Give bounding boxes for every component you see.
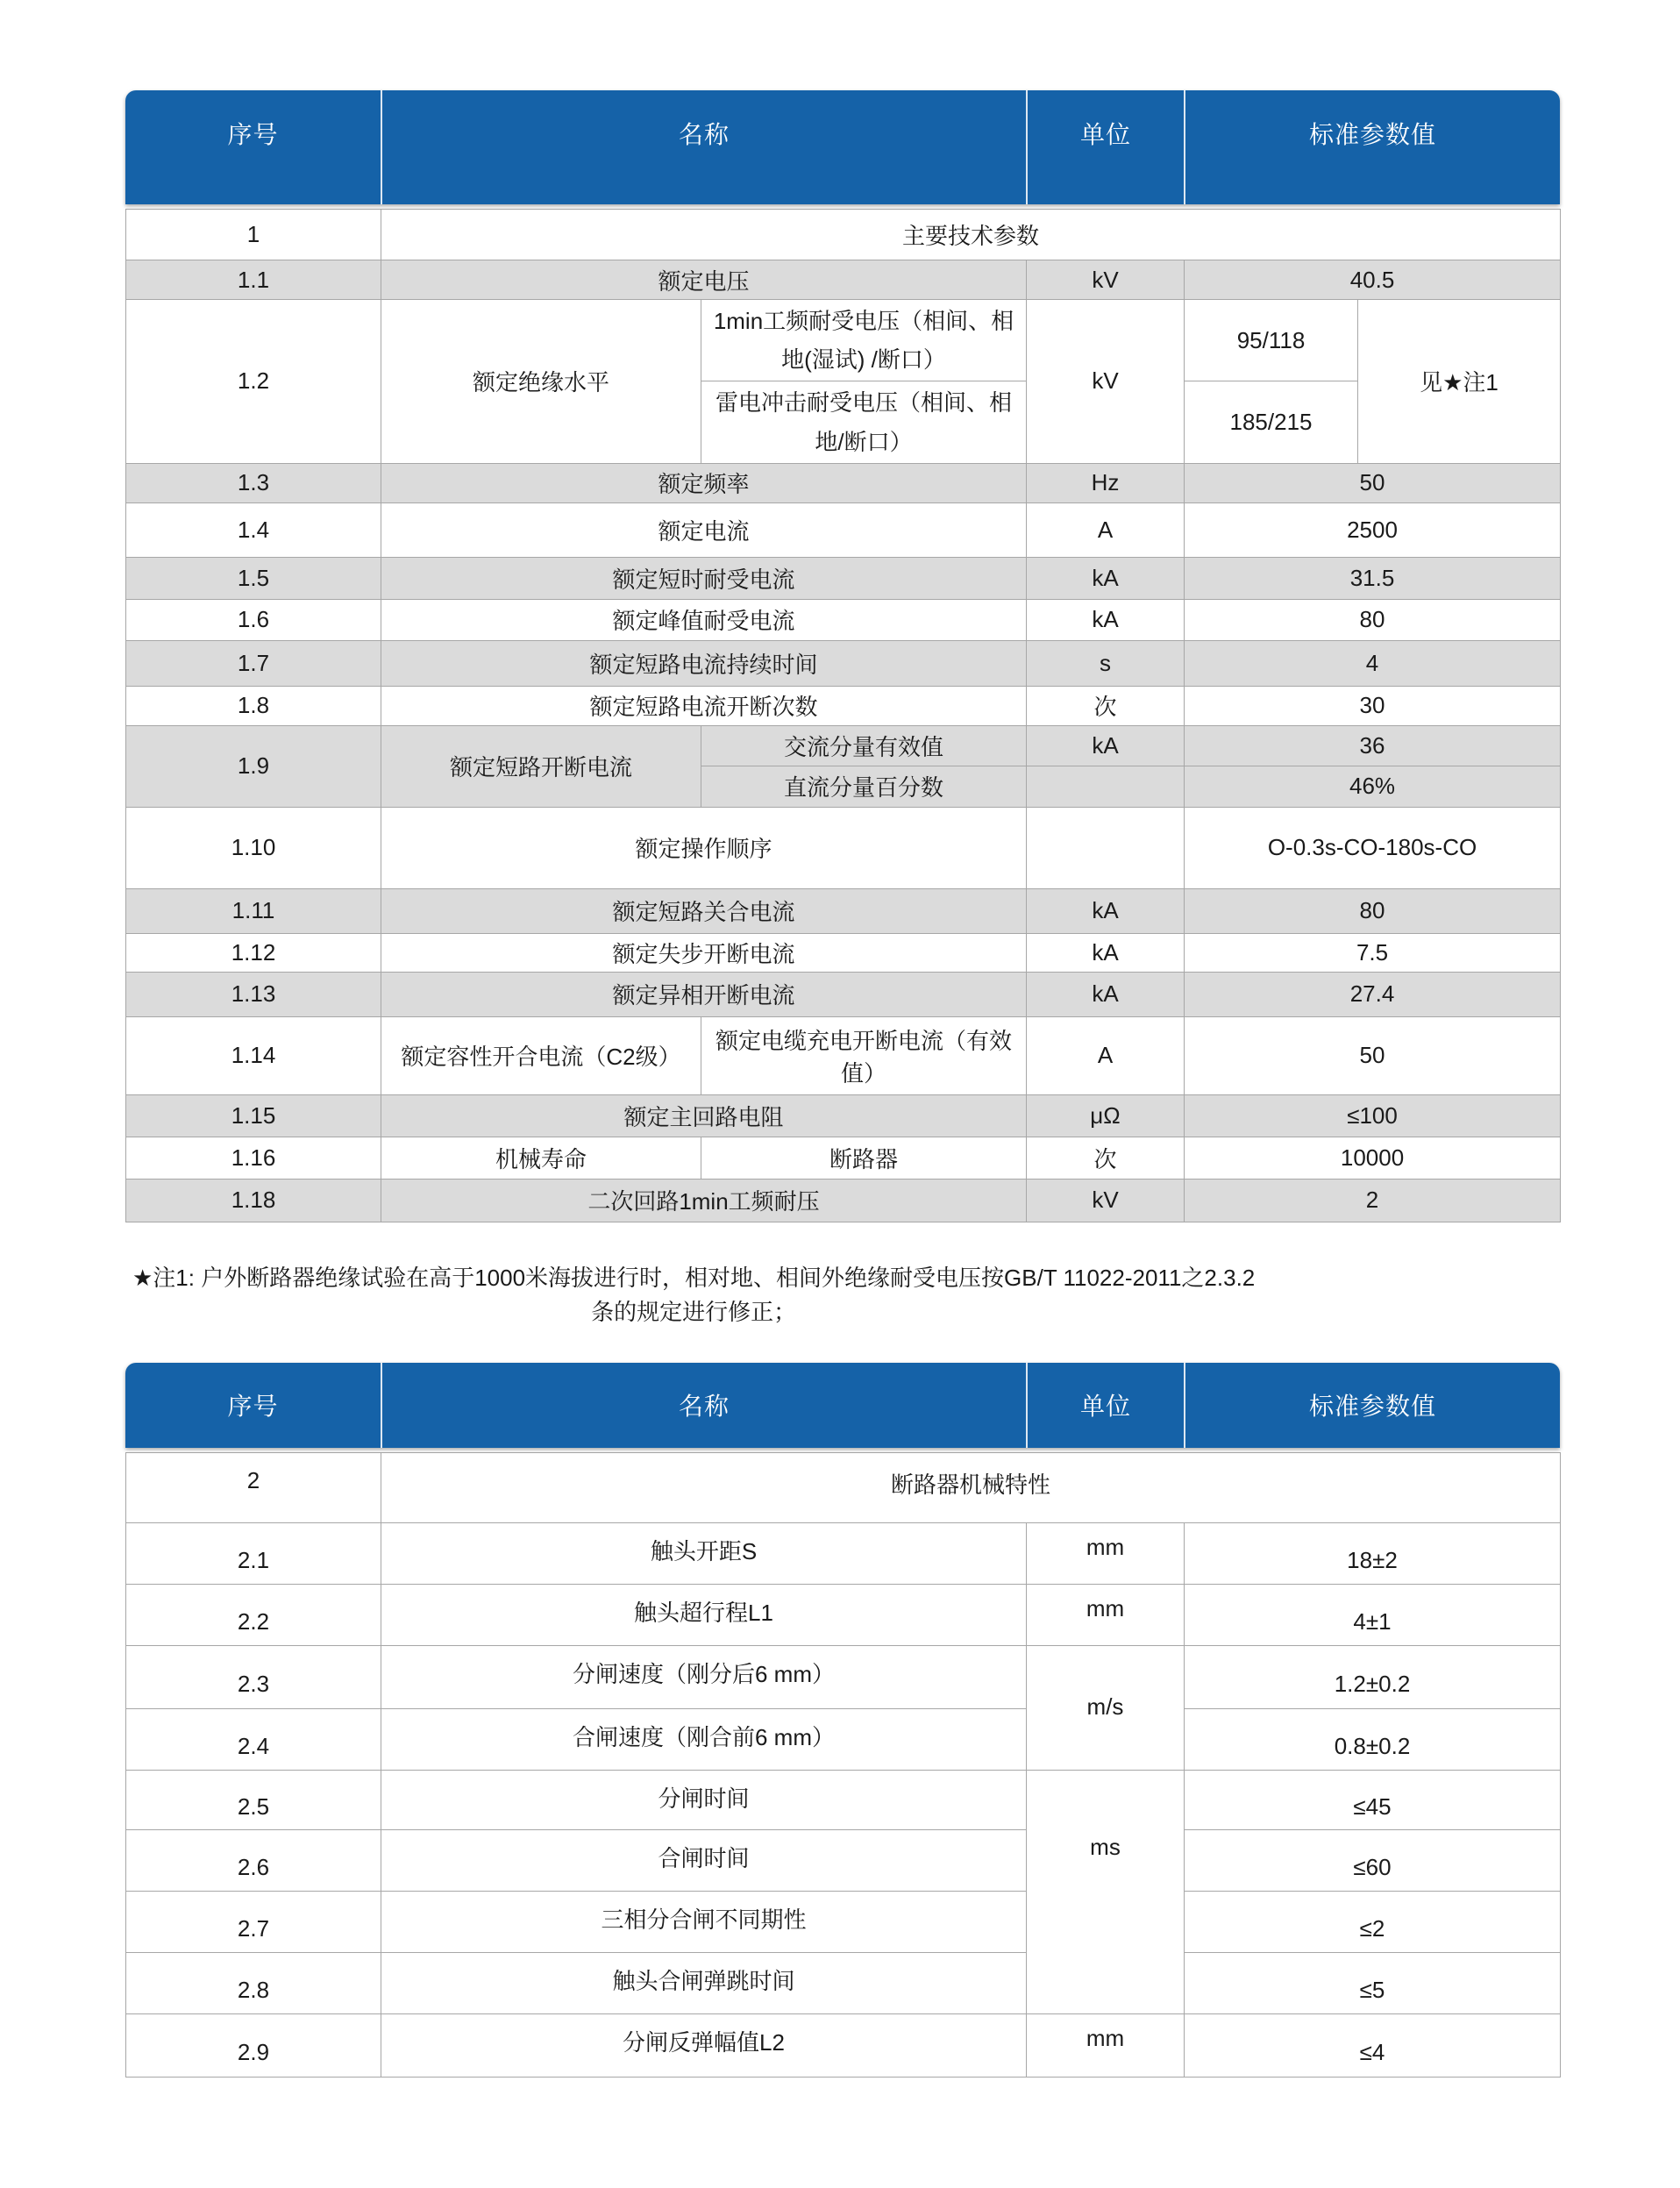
table-row — [126, 1094, 1561, 1137]
value-cell: 50 — [1185, 463, 1561, 502]
value-cell: ≤2 — [1185, 1891, 1561, 1952]
table2-section — [125, 1363, 1560, 2078]
footnote-line1: ★注1: 户外断路器绝缘试验在高于1000米海拔进行时，相对地、相间外绝缘耐受电压按GB/T 11022-2011之2.3.2 — [132, 1264, 1256, 1291]
table-row — [126, 1770, 1561, 1829]
unit-cell: kA — [1027, 972, 1185, 1016]
name-cell: 分闸时间 — [381, 1770, 1027, 1829]
name-cell-right: 断路器 — [701, 1137, 1027, 1179]
sub-name-cell: 交流分量有效值 — [701, 725, 1027, 766]
unit-cell: kA — [1027, 725, 1185, 766]
unit-cell-empty — [1027, 766, 1185, 807]
table2-header-unit: 单位 — [1026, 1363, 1184, 1448]
value-cell: 4±1 — [1185, 1584, 1561, 1645]
serial-cell: 1.14 — [126, 1016, 381, 1094]
table-row — [126, 933, 1561, 972]
name-cell: 额定短路电流开断次数 — [381, 686, 1027, 725]
name-cell: 额定失步开断电流 — [381, 933, 1027, 972]
sub-name-cell: 1min工频耐受电压（相间、相地(湿试) /断口） — [701, 300, 1027, 381]
footnote-line2: 条的规定进行修正； — [591, 1298, 797, 1325]
table1-section — [125, 90, 1560, 1222]
serial-cell: 2.9 — [126, 2013, 381, 2077]
serial-cell: 2.5 — [126, 1770, 381, 1829]
unit-cell: mm — [1027, 1584, 1185, 1645]
value-cell: 1.2±0.2 — [1185, 1645, 1561, 1708]
sub-value-cell: 185/215 — [1185, 381, 1358, 463]
unit-cell: s — [1027, 640, 1185, 686]
table1-header-bar — [125, 90, 1560, 204]
table1-header-value: 标准参数值 — [1184, 90, 1560, 204]
name-cell: 触头合闸弹跳时间 — [381, 1952, 1027, 2013]
unit-cell: A — [1027, 1016, 1185, 1094]
table2 — [125, 1452, 1561, 2078]
serial-cell: 1.13 — [126, 972, 381, 1016]
unit-cell: A — [1027, 502, 1185, 557]
value-cell: 80 — [1185, 888, 1561, 933]
value-cell: 30 — [1185, 686, 1561, 725]
value-cell: ≤4 — [1185, 2013, 1561, 2077]
unit-cell: ms — [1027, 1770, 1185, 2013]
table-row — [126, 502, 1561, 557]
footnote — [132, 1261, 1255, 1329]
table-row — [126, 210, 1561, 260]
value-cell: 46% — [1185, 766, 1561, 807]
value-cell: 80 — [1185, 599, 1561, 640]
name-cell: 合闸速度（刚合前6 mm） — [381, 1708, 1027, 1770]
serial-cell: 1.3 — [126, 463, 381, 502]
value-cell: 0.8±0.2 — [1185, 1708, 1561, 1770]
name-cell: 分闸反弹幅值L2 — [381, 2013, 1027, 2077]
table-row — [126, 2013, 1561, 2077]
serial-cell: 2.3 — [126, 1645, 381, 1708]
name-cell: 分闸速度（刚分后6 mm） — [381, 1645, 1027, 1708]
serial-cell: 1.5 — [126, 557, 381, 599]
value-cell: ≤100 — [1185, 1094, 1561, 1137]
unit-cell: kV — [1027, 1179, 1185, 1222]
unit-cell: kV — [1027, 300, 1185, 464]
table-row — [126, 1829, 1561, 1891]
name-cell: 额定短路开断电流 — [381, 725, 701, 807]
serial-cell: 2.8 — [126, 1952, 381, 2013]
serial-cell: 1.12 — [126, 933, 381, 972]
unit-cell: 次 — [1027, 686, 1185, 725]
name-cell-left: 机械寿命 — [381, 1137, 701, 1179]
name-cell: 触头超行程L1 — [381, 1584, 1027, 1645]
name-cell: 合闸时间 — [381, 1829, 1027, 1891]
value-cell: 40.5 — [1185, 260, 1561, 300]
serial-cell: 2.6 — [126, 1829, 381, 1891]
unit-cell: kA — [1027, 599, 1185, 640]
serial-cell: 1.1 — [126, 260, 381, 300]
table-row — [126, 599, 1561, 640]
value-cell: 31.5 — [1185, 557, 1561, 599]
serial-cell: 2.7 — [126, 1891, 381, 1952]
serial-cell: 1.7 — [126, 640, 381, 686]
value-cell: 50 — [1185, 1016, 1561, 1094]
table-row — [126, 1952, 1561, 2013]
name-cell: 断路器机械特性 — [381, 1452, 1561, 1522]
name-cell: 额定操作顺序 — [381, 807, 1027, 888]
value-cell: 2500 — [1185, 502, 1561, 557]
serial-cell: 1.9 — [126, 725, 381, 807]
table1 — [125, 209, 1561, 1222]
sub-name-cell: 雷电冲击耐受电压（相间、相地/断口） — [701, 381, 1027, 463]
unit-cell: kA — [1027, 557, 1185, 599]
serial-cell: 2.2 — [126, 1584, 381, 1645]
table-row — [126, 1452, 1561, 1522]
table-row — [126, 260, 1561, 300]
unit-cell-empty — [1027, 807, 1185, 888]
name-cell: 额定绝缘水平 — [381, 300, 701, 464]
name-cell: 额定电压 — [381, 260, 1027, 300]
name-cell: 额定异相开断电流 — [381, 972, 1027, 1016]
serial-cell: 2 — [126, 1452, 381, 1522]
name-cell: 额定主回路电阻 — [381, 1094, 1027, 1137]
table-row — [126, 1179, 1561, 1222]
table-row — [126, 300, 1561, 381]
name-cell-left: 额定容性开合电流（C2级） — [381, 1016, 701, 1094]
table-row — [126, 1708, 1561, 1770]
table-row — [126, 725, 1561, 766]
table-row — [126, 640, 1561, 686]
value-cell: O-0.3s-CO-180s-CO — [1185, 807, 1561, 888]
table-row — [126, 557, 1561, 599]
serial-cell: 1.18 — [126, 1179, 381, 1222]
serial-cell: 1.10 — [126, 807, 381, 888]
unit-cell: mm — [1027, 1522, 1185, 1584]
unit-cell: m/s — [1027, 1645, 1185, 1770]
unit-cell: 次 — [1027, 1137, 1185, 1179]
value-cell: 7.5 — [1185, 933, 1561, 972]
name-cell: 三相分合闸不同期性 — [381, 1891, 1027, 1952]
unit-cell: kA — [1027, 933, 1185, 972]
value-cell: 10000 — [1185, 1137, 1561, 1179]
table-row — [126, 1645, 1561, 1708]
serial-cell: 2.4 — [126, 1708, 381, 1770]
unit-cell: mm — [1027, 2013, 1185, 2077]
unit-cell: μΩ — [1027, 1094, 1185, 1137]
serial-cell: 2.1 — [126, 1522, 381, 1584]
serial-cell: 1.11 — [126, 888, 381, 933]
unit-cell: kA — [1027, 888, 1185, 933]
value-cell: 36 — [1185, 725, 1561, 766]
name-cell: 额定电流 — [381, 502, 1027, 557]
name-cell: 额定短路电流持续时间 — [381, 640, 1027, 686]
name-cell: 触头开距S — [381, 1522, 1027, 1584]
table-row — [126, 1137, 1561, 1179]
value-cell: 2 — [1185, 1179, 1561, 1222]
name-cell: 二次回路1min工频耐压 — [381, 1179, 1027, 1222]
table1-header-name: 名称 — [381, 90, 1026, 204]
name-cell: 额定短路关合电流 — [381, 888, 1027, 933]
note-ref-cell: 见★注1 — [1358, 300, 1561, 464]
table1-header-serial: 序号 — [227, 121, 279, 148]
serial-cell: 1 — [126, 210, 381, 260]
value-cell: 18±2 — [1185, 1522, 1561, 1584]
table-row — [126, 1584, 1561, 1645]
sub-value-cell: 95/118 — [1185, 300, 1358, 381]
table-row — [126, 1016, 1561, 1094]
serial-cell: 1.8 — [126, 686, 381, 725]
serial-cell: 1.4 — [126, 502, 381, 557]
sub-name-cell: 直流分量百分数 — [701, 766, 1027, 807]
name-cell-right: 额定电缆充电开断电流（有效值） — [701, 1016, 1027, 1094]
table2-header-serial: 序号 — [227, 1393, 279, 1421]
table-row — [126, 1522, 1561, 1584]
table-row — [126, 807, 1561, 888]
table2-header-value: 标准参数值 — [1184, 1363, 1560, 1448]
name-cell: 额定峰值耐受电流 — [381, 599, 1027, 640]
serial-cell: 1.15 — [126, 1094, 381, 1137]
value-cell: ≤60 — [1185, 1829, 1561, 1891]
name-cell: 额定短时耐受电流 — [381, 557, 1027, 599]
value-cell: 27.4 — [1185, 972, 1561, 1016]
unit-cell: Hz — [1027, 463, 1185, 502]
name-cell: 主要技术参数 — [381, 210, 1561, 260]
serial-cell: 1.16 — [126, 1137, 381, 1179]
table-row — [126, 1891, 1561, 1952]
unit-cell: kV — [1027, 260, 1185, 300]
table-row — [126, 888, 1561, 933]
table2-header-bar — [125, 1363, 1560, 1448]
value-cell: ≤5 — [1185, 1952, 1561, 2013]
table1-header-unit: 单位 — [1026, 90, 1184, 204]
serial-cell: 1.2 — [126, 300, 381, 464]
value-cell: 4 — [1185, 640, 1561, 686]
value-cell: ≤45 — [1185, 1770, 1561, 1829]
table-row — [126, 463, 1561, 502]
table-row — [126, 972, 1561, 1016]
serial-cell: 1.6 — [126, 599, 381, 640]
table-row — [126, 686, 1561, 725]
table2-header-name: 名称 — [381, 1363, 1026, 1448]
name-cell: 额定频率 — [381, 463, 1027, 502]
